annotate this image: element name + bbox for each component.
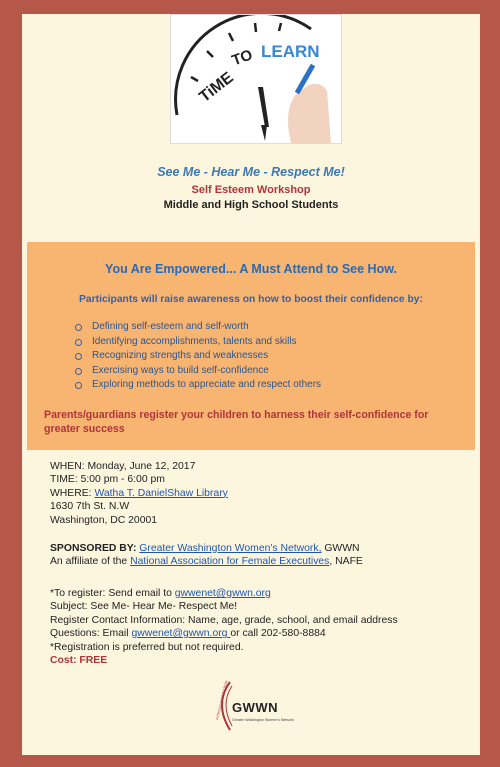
questions-line: [50, 627, 398, 640]
where-label: WHERE:: [50, 487, 95, 499]
list-item: Exercising ways to build self-confidence: [75, 364, 321, 379]
logo-text-time: TiME: [196, 69, 237, 106]
gwwn-arc-text: A PROUD CONNECTION: [215, 680, 229, 721]
clock-illustration: [171, 15, 341, 143]
questions-suffix: or call 202-580-8884: [230, 628, 326, 640]
audience-line: Middle and High School Students: [163, 199, 339, 211]
list-item: Exploring methods to appreciate and respect others: [75, 378, 321, 393]
benefit-list: [75, 320, 321, 393]
register-contact-info: Register Contact Information: Name, age, grade, school, and email address: [50, 614, 398, 626]
panel-headline: You Are Empowered... A Must Attend to See How.: [105, 262, 397, 276]
library-link[interactable]: Watha T. DanielShaw Library: [94, 487, 228, 499]
affiliate-prefix: An affiliate of the: [50, 556, 131, 568]
affiliate-line: [50, 555, 363, 568]
event-address-street: 1630 7th St. N.W: [50, 501, 130, 513]
questions-prefix: Questions: Email: [50, 628, 132, 640]
flyer-sheet: [22, 14, 480, 755]
register-prefix: *To register: Send email to: [50, 588, 175, 599]
list-item: Defining self-esteem and self-worth: [75, 320, 321, 335]
event-address-city: Washington, DC 20001: [50, 514, 158, 526]
register-email-link[interactable]: gwwenet@gwwn.org: [174, 588, 271, 599]
gwwn-subtitle: Greater Washington Women's Network: [232, 718, 295, 722]
registration-block: [50, 587, 398, 667]
gwwn-logo: [210, 676, 310, 736]
list-item: Identifying accomplishments, talents and skills: [75, 335, 321, 350]
register-subject: Subject: See Me- Hear Me- Respect Me!: [50, 601, 238, 613]
questions-email-link[interactable]: gwwenet@gwwn.org: [131, 628, 231, 640]
event-when: WHEN: Monday, June 12, 2017: [50, 461, 196, 472]
cost-line: Cost: FREE: [50, 655, 108, 667]
gwwn-link[interactable]: Greater Washington Women's Network,: [139, 543, 322, 554]
logo-text-to: TO: [229, 46, 255, 70]
sponsor-block: [50, 542, 363, 569]
parents-call-to-action: Parents/guardians register your children to harness their self-confidence for greater success: [44, 409, 429, 435]
highlight-panel: [27, 242, 475, 450]
panel-intro: Participants will raise awareness on how to boost their confidence by:: [79, 294, 423, 305]
time-to-learn-logo: [170, 14, 342, 144]
sponsor-abbr: GWWN: [321, 543, 360, 554]
workshop-title: Self Esteem Workshop: [191, 184, 311, 196]
logo-text-learn: LEARN: [261, 42, 320, 61]
list-item: Recognizing strengths and weaknesses: [75, 349, 321, 364]
affiliate-suffix: , NAFE: [329, 556, 363, 568]
tagline: See Me - Hear Me - Respect Me!: [157, 165, 345, 179]
sponsor-line: [50, 542, 363, 555]
hand-icon: [288, 84, 331, 143]
registration-note: *Registration is preferred but not required.: [50, 641, 244, 653]
event-details: [50, 460, 228, 527]
sponsor-label: SPONSORED BY:: [50, 543, 140, 554]
nafe-link[interactable]: National Association for Female Executives: [130, 556, 330, 568]
event-where: [50, 487, 228, 500]
register-line: [50, 587, 398, 600]
event-time: TIME: 5:00 pm - 6:00 pm: [50, 474, 165, 486]
gwwn-name: GWWN: [232, 700, 279, 715]
